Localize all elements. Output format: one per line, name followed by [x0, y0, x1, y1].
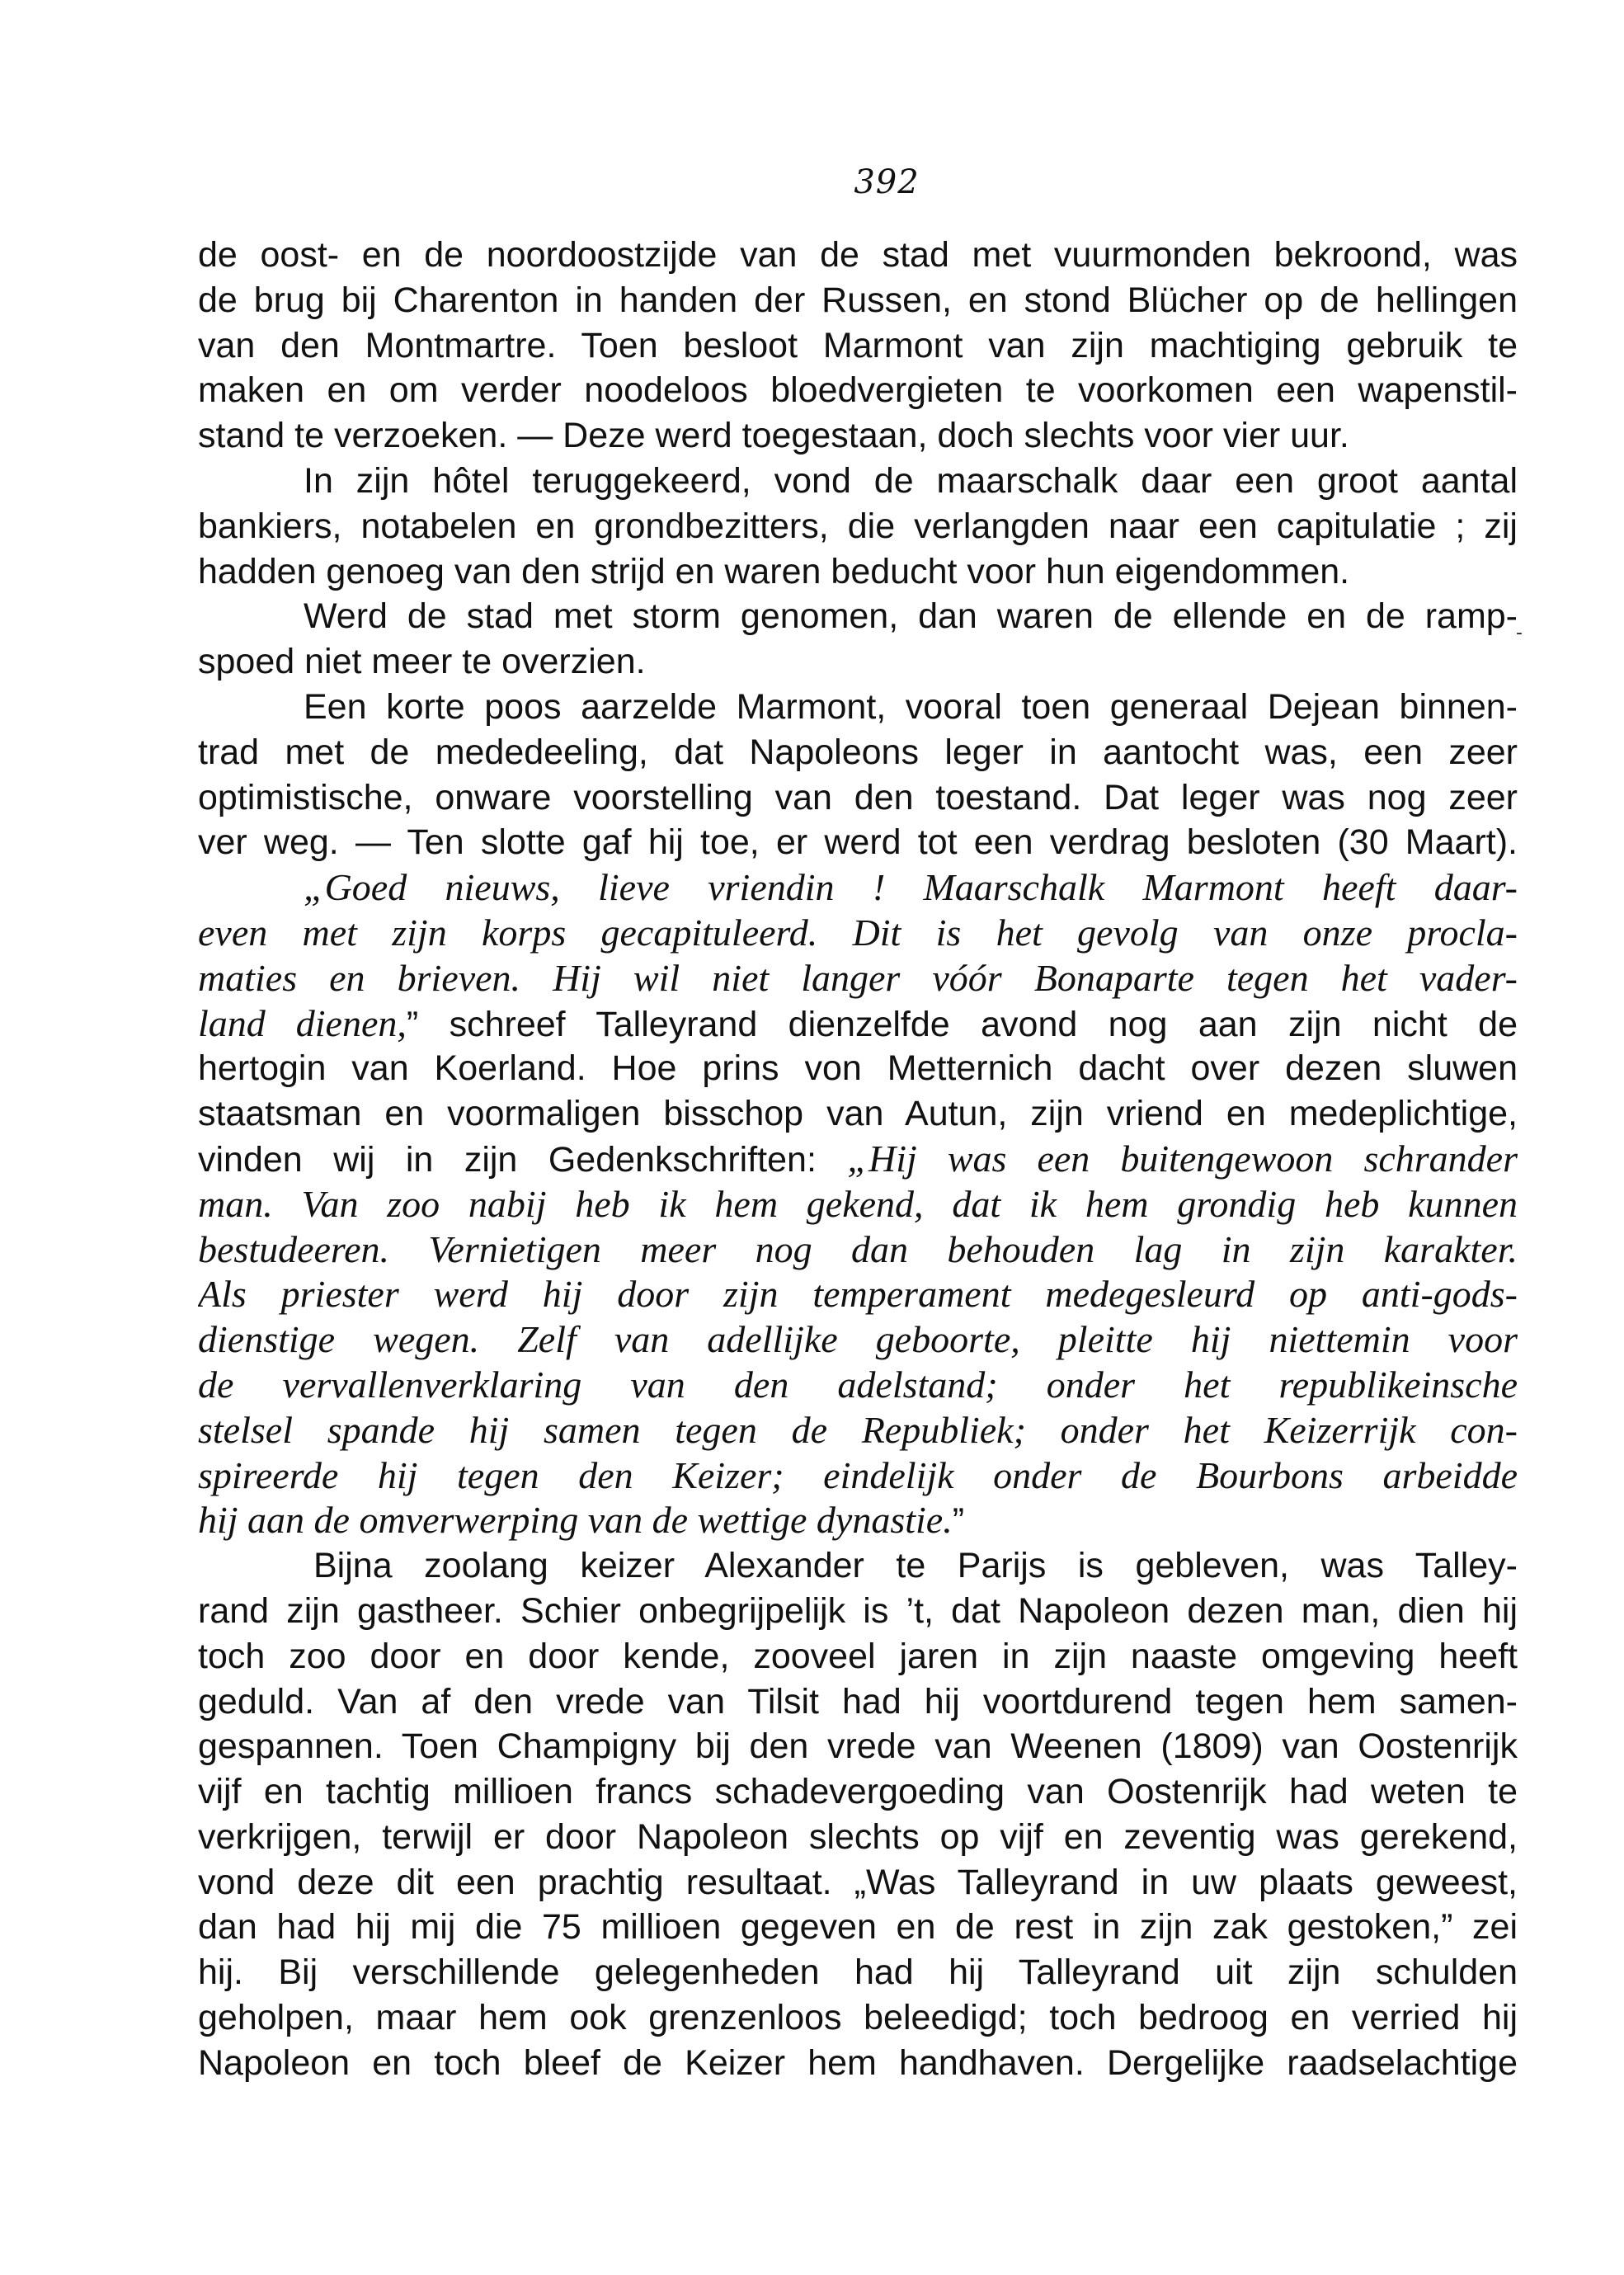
text-line: stelsel spande hij samen tegen de Republiek; onder het Keizerrijk con- [198, 1408, 1518, 1451]
text-line: ver weg. — Ten slotte gaf hij toe, er werd tot een verdrag besloten (30 Maart). [198, 822, 1518, 863]
line-text: ” [952, 1501, 965, 1542]
text-line: dienstige wegen. Zelf van adellijke geboorte, pleitte hij niettemin voor [198, 1318, 1518, 1361]
text-line: maken en om verder noodeloos bloedvergieten te voorkomen een wapenstil- [198, 370, 1518, 411]
quote-italic: „Hij was een buitengewoon schrander [847, 1137, 1518, 1180]
text-line: bestudeeren. Vernietigen meer nog dan behouden lag in zijn karakter. [198, 1227, 1518, 1270]
text-line: de vervallenverklaring van den adelstand; onder het republikeinsche [198, 1363, 1518, 1406]
body-text [198, 233, 1518, 2086]
text-line: rand zijn gastheer. Schier onbegrijpelijk is ’t, dat Napoleon dezen man, dien hij [198, 1590, 1518, 1631]
text-line: Als priester werd hij door zijn temperament medegesleurd op anti-gods- [198, 1273, 1518, 1316]
text-line: staatsman en voormaligen bisschop van Autun, zijn vriend en medeplichtige, [198, 1094, 1518, 1134]
text-line: Bijna zoolang keizer Alexander te Parijs is gebleven, was Talley- [313, 1546, 1518, 1586]
line-text: ” schreef Talleyrand dienzelfde avond nog aan zijn nicht de [406, 1004, 1518, 1044]
text-line: de brug bij Charenton in handen der Russen, en stond Blücher op de hellingen [198, 280, 1518, 320]
text-line [198, 1137, 1518, 1182]
text-line: even met zijn korps gecapituleerd. Dit is het gevolg van onze procla- [198, 911, 1518, 954]
text-line: geduld. Van af den vrede van Tilsit had hij voortdurend tegen hem samen- [198, 1681, 1518, 1722]
text-line: spoed niet meer te overzien. [198, 642, 646, 682]
text-line: toch zoo door en door kende, zooveel jaren in zijn naaste omgeving heeft [198, 1636, 1518, 1676]
text-line: hij. Bij verschillende gelegenheden had hij Talleyrand uit zijn schulden [198, 1952, 1518, 1993]
text-line: vond deze dit een prachtig resultaat. „Was Talleyrand in uw plaats geweest, [198, 1862, 1518, 1902]
text-line: dan had hij mij die 75 millioen gegeven en de rest in zijn zak gestoken,” zei [198, 1907, 1518, 1948]
text-line: spireerde hij tegen den Keizer; eindelijk onder de Bourbons arbeidde [198, 1453, 1518, 1496]
page-number: 392 [854, 163, 920, 201]
text-line: verkrijgen, terwijl er door Napoleon slechts op vijf en zeventig was gerekend, [198, 1816, 1518, 1857]
text-line: „Goed nieuws, lieve vriendin ! Maarschalk Marmont heeft daar- [304, 866, 1518, 909]
text-line: Een korte poos aarzelde Marmont, vooral toen generaal Dejean binnen- [304, 686, 1518, 727]
text-line: geholpen, maar hem ook grenzenloos beleedigd; toch bedroog en verried hij [198, 1998, 1518, 2038]
text-line: de oost- en de noordoostzijde van de stad met vuurmonden bekroond, was [198, 235, 1518, 275]
text-line: Werd de stad met storm genomen, dan waren de ellende en de ramp- [304, 596, 1518, 637]
line-text: vinden wij in zijn Gedenkschriften: [198, 1139, 848, 1180]
text-line: In zijn hôtel teruggekeerd, vond de maarschalk daar een groot aantal [304, 460, 1518, 501]
margin-mark: - [1516, 623, 1523, 643]
text-line: man. Van zoo nabij heb ik hem gekend, dat ik hem grondig heb kunnen [198, 1182, 1518, 1225]
text-line: trad met de mededeeling, dat Napoleons leger in aantocht was, een zeer [198, 732, 1518, 772]
quote-italic: land dienen, [198, 1001, 407, 1044]
text-line: van den Montmartre. Toen besloot Marmont van zijn machtiging gebruik te [198, 325, 1518, 365]
text-line: Napoleon en toch bleef de Keizer hem handhaven. Dergelijke raadselachtige [198, 2042, 1518, 2083]
text-line [198, 1498, 1518, 1543]
quote-italic: hij aan de omverwerping van de wettige dynastie. [198, 1499, 953, 1542]
text-line: vijf en tachtig millioen francs schadevergoeding van Oostenrijk had weten te [198, 1772, 1518, 1812]
text-line: hertogin van Koerland. Hoe prins von Metternich dacht over dezen sluwen [198, 1048, 1518, 1089]
text-line: gespannen. Toen Champigny bij den vrede van Weenen (1809) van Oostenrijk [198, 1726, 1518, 1767]
text-line: hadden genoeg van den strijd en waren beducht voor hun eigendommen. [198, 551, 1350, 591]
text-line: optimistische, onware voorstelling van den toestand. Dat leger was nog zeer [198, 777, 1518, 817]
text-line: maties en brieven. Hij wil niet langer vóór Bonaparte tegen het vader- [198, 956, 1518, 999]
text-line: bankiers, notabelen en grondbezitters, die verlangden naar een capitulatie ; zij [198, 506, 1518, 546]
text-line: stand te verzoeken. — Deze werd toegestaan, doch slechts voor vier uur. [198, 416, 1349, 456]
text-line [198, 1001, 1518, 1047]
